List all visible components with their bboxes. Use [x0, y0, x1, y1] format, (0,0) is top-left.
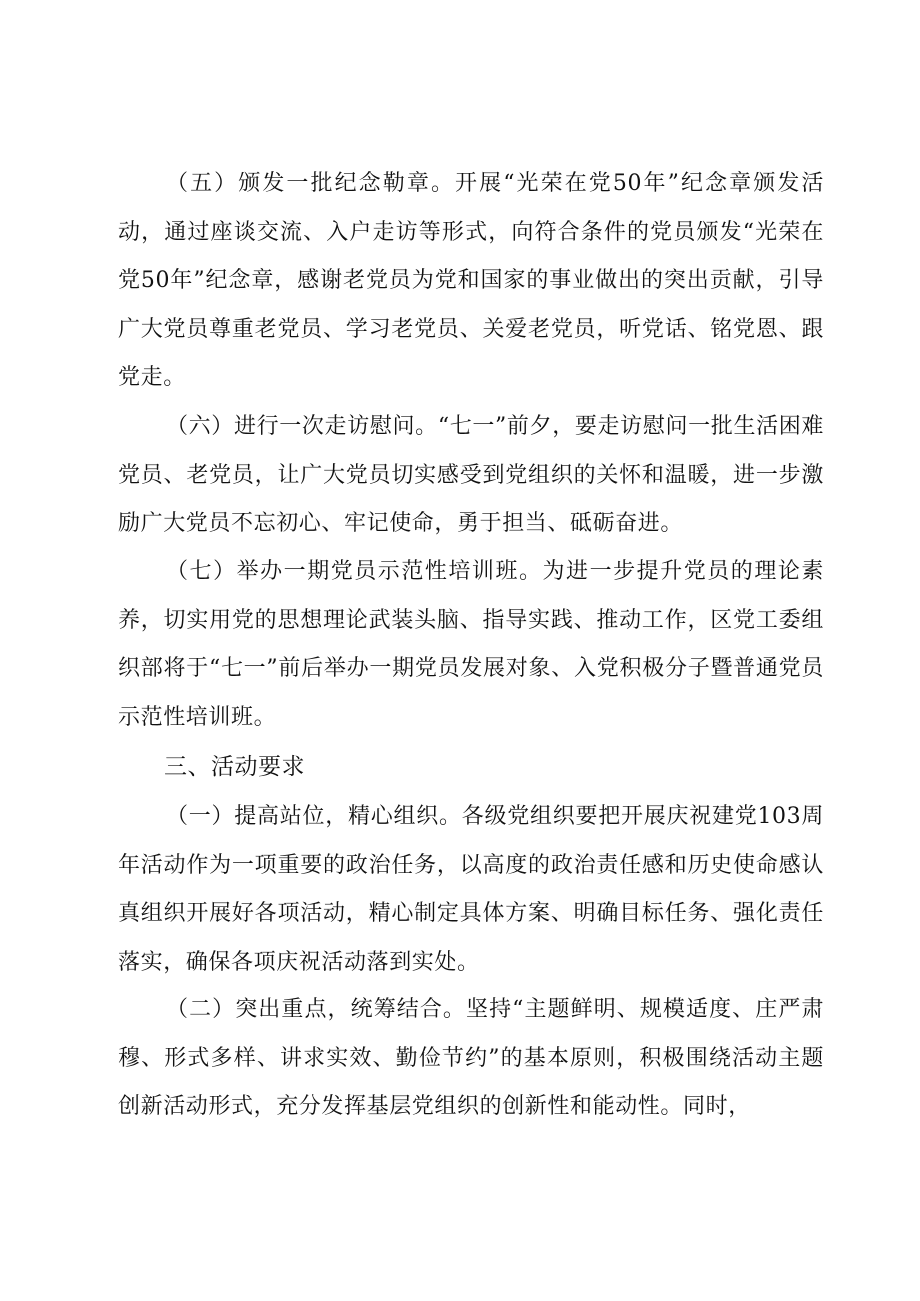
- paragraph-model-training-class: （七）举办一期党员示范性培训班。为进一步提升党员的理论素养，切实用党的思想理论武装头脑、指导实践、推动工作，区党工委组织部将于“七一”前后举办一期党员发展对象、入党积极分子暨普通党员示范性培训班。: [118, 559, 824, 730]
- paragraph-award-commemorative-medals: （五）颁发一批纪念勒章。开展“光荣在党50年”纪念章颁发活动，通过座谈交流、入户走访等形式，向符合条件的党员颁发“光荣在党50年”纪念章，感谢老党员为党和国家的事业做出的突出贡献，引导广大党员尊重老党员、学习老党员、关爱老党员，听党话、铭党恩、跟党走。: [118, 171, 824, 390]
- paragraph-raise-awareness-organize: （一）提高站位，精心组织。各级党组织要把开展庆祝建党103周年活动作为一项重要的政治任务，以高度的政治责任感和历史使命感认真组织开展好各项活动，精心制定具体方案、明确目标任务、强化责任落实，确保各项庆祝活动落到实处。: [118, 804, 824, 975]
- section-heading-activity-requirements: 三、活动要求: [164, 754, 305, 780]
- paragraph-visits-and-condolences: （六）进行一次走访慰问。“七一”前夕，要走访慰问一批生活困难党员、老党员，让广大党员切实感受到党组织的关怀和温暖，进一步激励广大党员不忘初心、牢记使命，勇于担当、砥砺奋进。: [118, 414, 824, 536]
- paragraph-highlight-focus-coordinate: （二）突出重点，统筹结合。坚持“主题鲜明、规模适度、庄严肃穆、形式多样、讲求实效、勤俭节约”的基本原则，积极围绕活动主题创新活动形式，充分发挥基层党组织的创新性和能动性。同时，: [118, 997, 824, 1119]
